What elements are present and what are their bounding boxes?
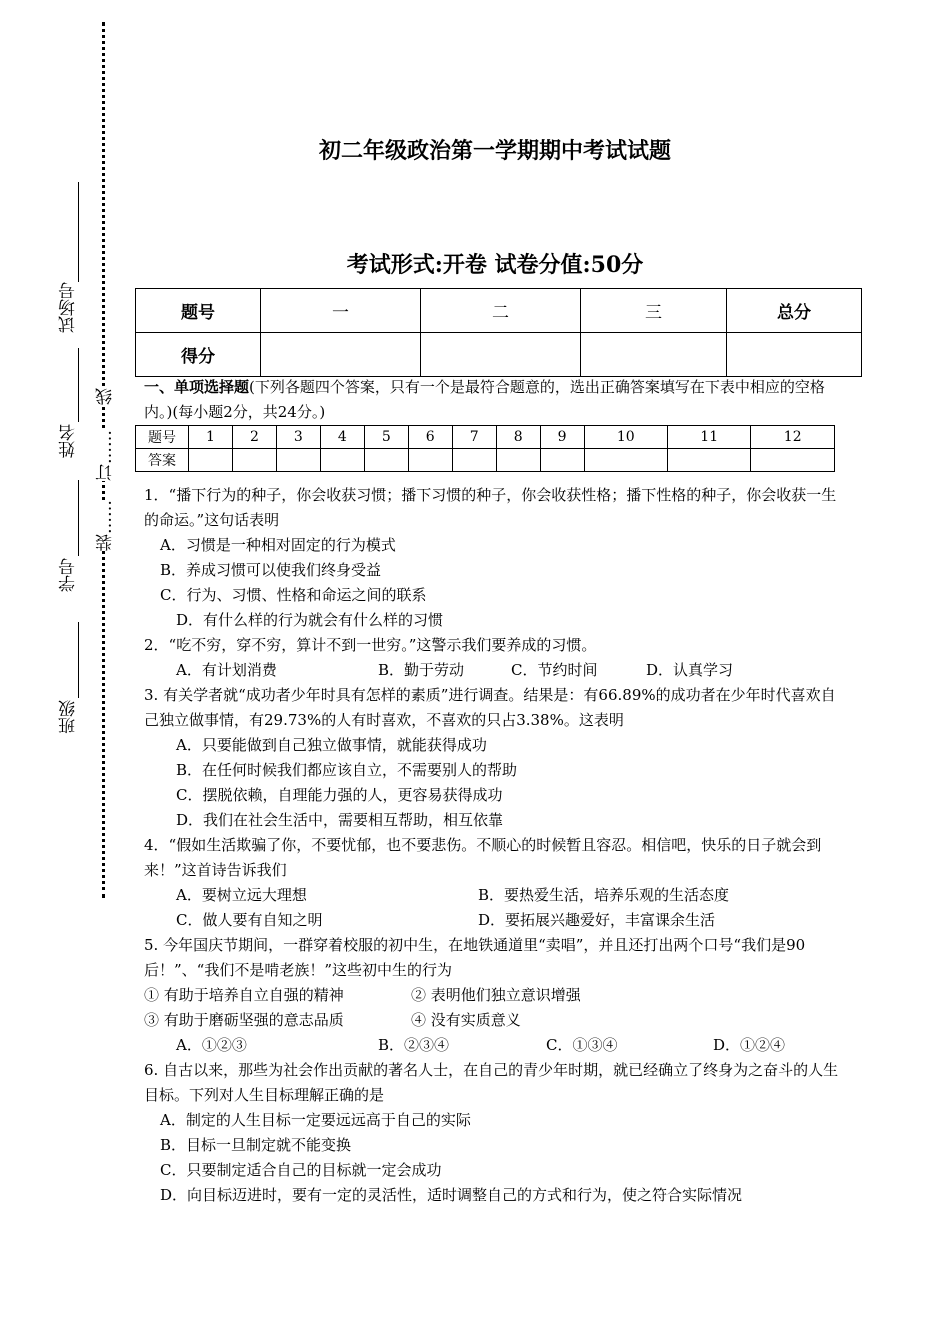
q3-option-a: A．只要能做到自己独立做事情，就能获得成功	[176, 736, 487, 754]
answer-cell[interactable]	[408, 449, 452, 472]
section1-instruction: (下列各题四个答案，只有一个是最符合题意的，选出正确答案填写在下表中相应的空格内。)(每小题2分，共24分。)	[144, 378, 825, 421]
q3-stem: 3. 有关学者就“成功者少年时具有怎样的素质”进行调查。结果是：有66.89%的成功者在少年时代喜欢自己独立做事情，有29.73%的人有时喜欢，不喜欢的只占3.38%。这表明	[144, 686, 836, 729]
score-header-cell: 二	[421, 289, 581, 333]
class-blank	[78, 622, 79, 698]
binding-mark-staple: 订……	[93, 430, 118, 481]
answer-cell[interactable]	[751, 449, 835, 472]
student-id-blank	[78, 480, 79, 556]
question-number-cell: 4	[320, 426, 364, 449]
q5-option-a: A．①②③	[176, 1036, 247, 1054]
q3-option-c: C．摆脱依赖，自理能力强的人，更容易获得成功	[176, 786, 503, 804]
answer-cell[interactable]	[540, 449, 584, 472]
score-header-row	[136, 289, 862, 333]
q6-option-a: A．制定的人生目标一定要远远高于自己的实际	[160, 1111, 471, 1129]
q2-stem: 2．“吃不穷，穿不穷，算计不到一世穷。”这警示我们要养成的习惯。	[144, 636, 597, 654]
q6-option-b: B．目标一旦制定就不能变换	[160, 1136, 352, 1154]
q1-stem: 1．“播下行为的种子，你会收获习惯；播下习惯的种子，你会收获性格；播下性格的种子，你会收获一生的命运。”这句话表明	[144, 486, 837, 529]
question-number-cell: 7	[452, 426, 496, 449]
answer-cell[interactable]	[584, 449, 667, 472]
q6-stem: 6. 自古以来，那些为社会作出贡献的著名人士，在自己的青少年时期，就已经确立了终身为之奋斗的人生目标。下列对人生目标理解正确的是	[144, 1061, 839, 1104]
q1-option-d: D．有什么样的行为就会有什么样的习惯	[176, 611, 444, 629]
question-number-cell: 12	[751, 426, 835, 449]
answer-cell[interactable]	[276, 449, 320, 472]
q5-stem: 5. 今年国庆节期间，一群穿着校服的初中生，在地铁通道里“卖唱”，并且还打出两个口号“我们是90后！”、“我们不是啃老族！”这些初中生的行为	[144, 936, 806, 979]
score-table	[135, 288, 862, 377]
class-label: 班级	[59, 700, 79, 734]
q5-statement-1: ① 有助于培养自立自强的精神	[144, 986, 344, 1004]
score-header-cell: 三	[581, 289, 727, 333]
q3-option-b: B．在任何时候我们都应该自立，不需要别人的帮助	[176, 761, 518, 779]
score-cell[interactable]	[581, 333, 727, 377]
q5-statements-row2	[144, 1008, 849, 1033]
q4-stem: 4．“假如生活欺骗了你，不要忧郁，也不要悲伤。不顺心的时候暂且容忍。相信吧，快乐的日子就会到来！”这首诗告诉我们	[144, 836, 822, 879]
answer-table	[135, 425, 835, 472]
q4-options-row1	[144, 883, 849, 908]
score-cell[interactable]	[261, 333, 421, 377]
score-header-cell: 题号	[136, 289, 261, 333]
answer-cell[interactable]	[668, 449, 751, 472]
question-number-cell: 8	[496, 426, 540, 449]
q2-option-a: A．有计划消费	[176, 661, 277, 679]
exam-room-label: 试场号	[59, 282, 79, 333]
q2-option-d: D．认真学习	[646, 661, 734, 679]
score-cell[interactable]	[421, 333, 581, 377]
question-number-cell: 9	[540, 426, 584, 449]
question-number-cell: 1	[189, 426, 233, 449]
score-value-row	[136, 333, 862, 377]
q5-option-d: D．①②④	[713, 1036, 786, 1054]
score-row-label: 得分	[136, 333, 261, 377]
q5-option-c: C．①③④	[546, 1036, 618, 1054]
question-number-cell: 10	[584, 426, 667, 449]
q1-option-c: C．行为、习惯、性格和命运之间的联系	[160, 586, 427, 604]
q5-option-b: B．②③④	[378, 1036, 450, 1054]
q2-options	[144, 658, 849, 683]
answer-cell[interactable]	[496, 449, 540, 472]
score-header-cell: 一	[261, 289, 421, 333]
q4-option-c: C．做人要有自知之明	[176, 911, 323, 929]
answer-number-row	[136, 426, 835, 449]
question-number-cell: 11	[668, 426, 751, 449]
score-header-cell: 总分	[727, 289, 862, 333]
question-number-cell: 5	[364, 426, 408, 449]
q5-statement-4: ④ 没有实质意义	[411, 1011, 521, 1029]
q4-option-d: D．要拓展兴趣爱好，丰富课余生活	[478, 911, 716, 929]
binding-mark-bind: 装……	[93, 500, 118, 551]
answer-cell[interactable]	[364, 449, 408, 472]
q3-option-d: D．我们在社会生活中，需要相互帮助，相互依靠	[176, 811, 504, 829]
q5-statement-3: ③ 有助于磨砺坚强的意志品质	[144, 1011, 344, 1029]
answer-row-label: 题号	[136, 426, 189, 449]
answer-row-label: 答案	[136, 449, 189, 472]
exam-content	[144, 375, 849, 1208]
question-number-cell: 6	[408, 426, 452, 449]
answer-cell[interactable]	[452, 449, 496, 472]
q1-option-a: A．习惯是一种相对固定的行为模式	[160, 536, 396, 554]
binding-mark-line: 线	[93, 388, 118, 405]
answer-cell[interactable]	[189, 449, 233, 472]
score-cell[interactable]	[727, 333, 862, 377]
q5-options	[144, 1033, 849, 1058]
name-blank	[78, 348, 79, 422]
q2-option-b: B．勤于劳动	[378, 661, 465, 679]
q5-statements-row1	[144, 983, 849, 1008]
answer-cell[interactable]	[232, 449, 276, 472]
section1-intro	[144, 375, 849, 425]
answer-input-row	[136, 449, 835, 472]
exam-title: 初二年级政治第一学期期中考试试题	[318, 138, 671, 164]
answer-cell[interactable]	[320, 449, 364, 472]
q2-option-c: C．节约时间	[511, 661, 598, 679]
q6-option-c: C．只要制定适合自己的目标就一定会成功	[160, 1161, 442, 1179]
question-number-cell: 3	[276, 426, 320, 449]
q4-option-a: A．要树立远大理想	[176, 886, 307, 904]
exam-subtitle: 考试形式:开卷 试卷分值:50分	[346, 252, 644, 278]
name-label: 姓名	[59, 424, 79, 458]
q4-options-row2	[144, 908, 849, 933]
question-number-cell: 2	[232, 426, 276, 449]
q1-option-b: B．养成习惯可以使我们终身受益	[160, 561, 382, 579]
q5-statement-2: ② 表明他们独立意识增强	[411, 986, 581, 1004]
student-id-label: 学号	[59, 558, 79, 592]
q4-option-b: B．要热爱生活，培养乐观的生活态度	[478, 886, 730, 904]
q6-option-d: D．向目标迈进时，要有一定的灵活性，适时调整自己的方式和行为，使之符合实际情况	[160, 1186, 743, 1204]
section1-heading: 一、单项选择题	[144, 378, 250, 396]
